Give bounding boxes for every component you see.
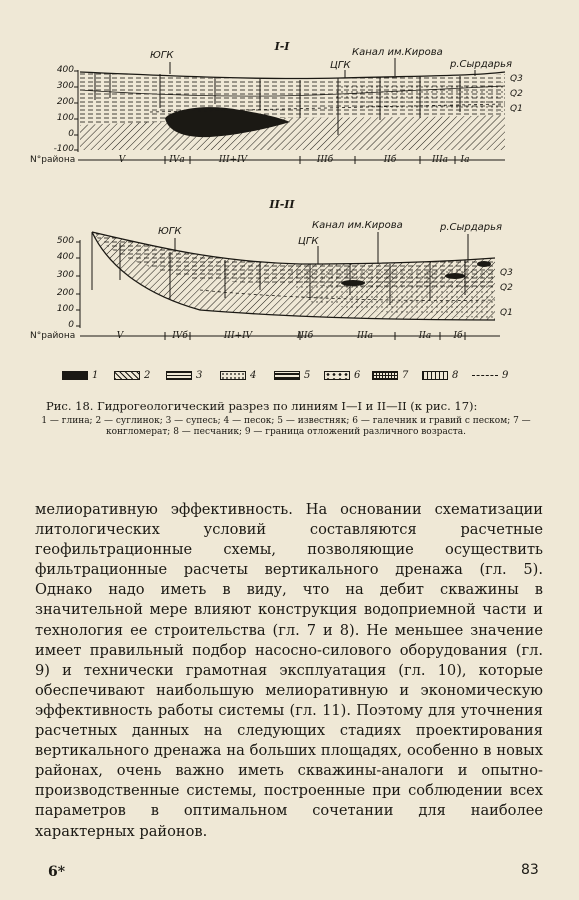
legend-number: 9 <box>502 369 509 381</box>
district-item: V <box>116 331 124 341</box>
district-item: V <box>118 155 126 165</box>
district-item: IIIа <box>356 331 374 341</box>
legend-swatch <box>220 371 246 380</box>
district-label: N°района <box>30 331 76 341</box>
legend-number: 2 <box>144 369 151 381</box>
y-tick: 400 <box>56 65 74 75</box>
legend-item <box>274 368 310 382</box>
legend-number: 7 <box>402 369 409 381</box>
q-label: Q3 <box>510 74 523 84</box>
legend-swatch <box>422 371 448 380</box>
label-cgk: ЦГК <box>298 236 319 247</box>
section-2-drawing <box>0 190 579 370</box>
legend-item <box>422 368 458 382</box>
y-tick: 100 <box>56 113 74 123</box>
legend-swatch <box>62 371 88 380</box>
page-number: 83 <box>521 862 539 878</box>
label-river: р.Сырдарья <box>440 222 503 233</box>
section-1-drawing <box>0 0 579 190</box>
legend-swatch <box>274 371 300 380</box>
section-1-title: I-I <box>274 40 290 53</box>
district-item: IIа <box>418 331 432 341</box>
legend-item <box>220 368 256 382</box>
q-label: Q2 <box>500 283 513 293</box>
legend <box>62 368 522 384</box>
district-item: IIIб <box>316 155 334 165</box>
caption-title: Рис. 18. Гидрогеологический разрез по линиям I—I и II—II (к рис. 17): <box>46 399 478 413</box>
district-item: IIб <box>383 155 397 165</box>
legend-item <box>472 368 508 382</box>
label-river: р.Сырдарья <box>450 59 513 70</box>
label-ygk: ЮГК <box>158 226 182 237</box>
label-ygk: ЮГК <box>150 50 174 61</box>
section-2-title: II-II <box>269 198 295 211</box>
legend-swatch <box>324 371 350 380</box>
district-item: Iб <box>453 331 463 341</box>
district-label: N°района <box>30 155 76 165</box>
district-item: Iа <box>460 155 470 165</box>
legend-swatch <box>372 371 398 380</box>
caption-legend-text: 1 — глина; 2 — суглинок; 3 — супесь; 4 — песок; 5 — известняк; 6 — галечник и гравий с песком; 7 — конгломерат; 8 — песчаник; 9 — граница отложений различного возраста. <box>41 416 531 437</box>
legend-number: 1 <box>92 369 99 381</box>
legend-number: 5 <box>304 369 311 381</box>
y-tick: 300 <box>56 81 74 91</box>
legend-dash-line <box>472 375 498 376</box>
legend-number: 8 <box>452 369 459 381</box>
q-label: Q3 <box>500 268 513 278</box>
district-item: IIIа <box>431 155 449 165</box>
label-canal: Канал им.Кирова <box>352 47 443 58</box>
legend-swatch <box>166 371 192 380</box>
district-item: IVа <box>169 155 185 165</box>
y-tick: -100 <box>53 144 74 154</box>
q-label: Q1 <box>500 308 513 318</box>
q-label: Q2 <box>510 89 523 99</box>
y-tick: 0 <box>68 129 74 139</box>
y-tick: 500 <box>56 236 74 246</box>
legend-item <box>114 368 150 382</box>
district-item: IIIб <box>296 331 314 341</box>
legend-item <box>372 368 408 382</box>
legend-item <box>324 368 360 382</box>
figure-caption <box>36 399 536 438</box>
legend-number: 4 <box>250 369 257 381</box>
label-canal: Канал им.Кирова <box>312 220 403 231</box>
y-tick: 0 <box>68 320 74 330</box>
y-tick: 400 <box>56 252 74 262</box>
legend-swatch <box>114 371 140 380</box>
y-tick: 300 <box>56 270 74 280</box>
legend-item <box>166 368 202 382</box>
signature-mark: 6* <box>48 864 66 880</box>
y-tick: 200 <box>56 288 74 298</box>
district-item: III+IV <box>218 155 248 165</box>
legend-item <box>62 368 98 382</box>
y-tick: 100 <box>56 304 74 314</box>
q-label: Q1 <box>510 104 523 114</box>
district-item: III+IV <box>223 331 253 341</box>
legend-number: 6 <box>354 369 361 381</box>
y-tick: 200 <box>56 97 74 107</box>
body-paragraph: мелиоративную эффективность. На основании схематизации литологических условий составляются расчетные геофильтрационные схемы, позволяющие осуществить фильтрационные расчеты вертикального дренажа (гл. 5). Однако надо иметь в виду, что на дебит скважины в значительной мере влияют конструкция водоприемной части и технология ее строительства (гл. 7 и 8). Не меньшее значение имеет правильный подбор насосно-силового оборудования (гл. 9) и технически грамотная эксплуатация (гл. 10), которые обеспечивают наибольшую мелиоративную и экономическую эффективность работы системы (гл. 11). Поэтому для уточнения расчетных данных на следующих стадиях проектирования вертикального дренажа на больших площадях, особенно в новых районах, очень важно иметь скважины-аналоги и опытно-производственные системы, построенные при соблюдении всех параметров в оптимальном сочетании для наиболее характерных районов. <box>35 501 543 840</box>
legend-number: 3 <box>196 369 203 381</box>
label-cgk: ЦГК <box>330 60 351 71</box>
district-item: IVб <box>172 331 188 341</box>
body-text <box>35 500 543 842</box>
